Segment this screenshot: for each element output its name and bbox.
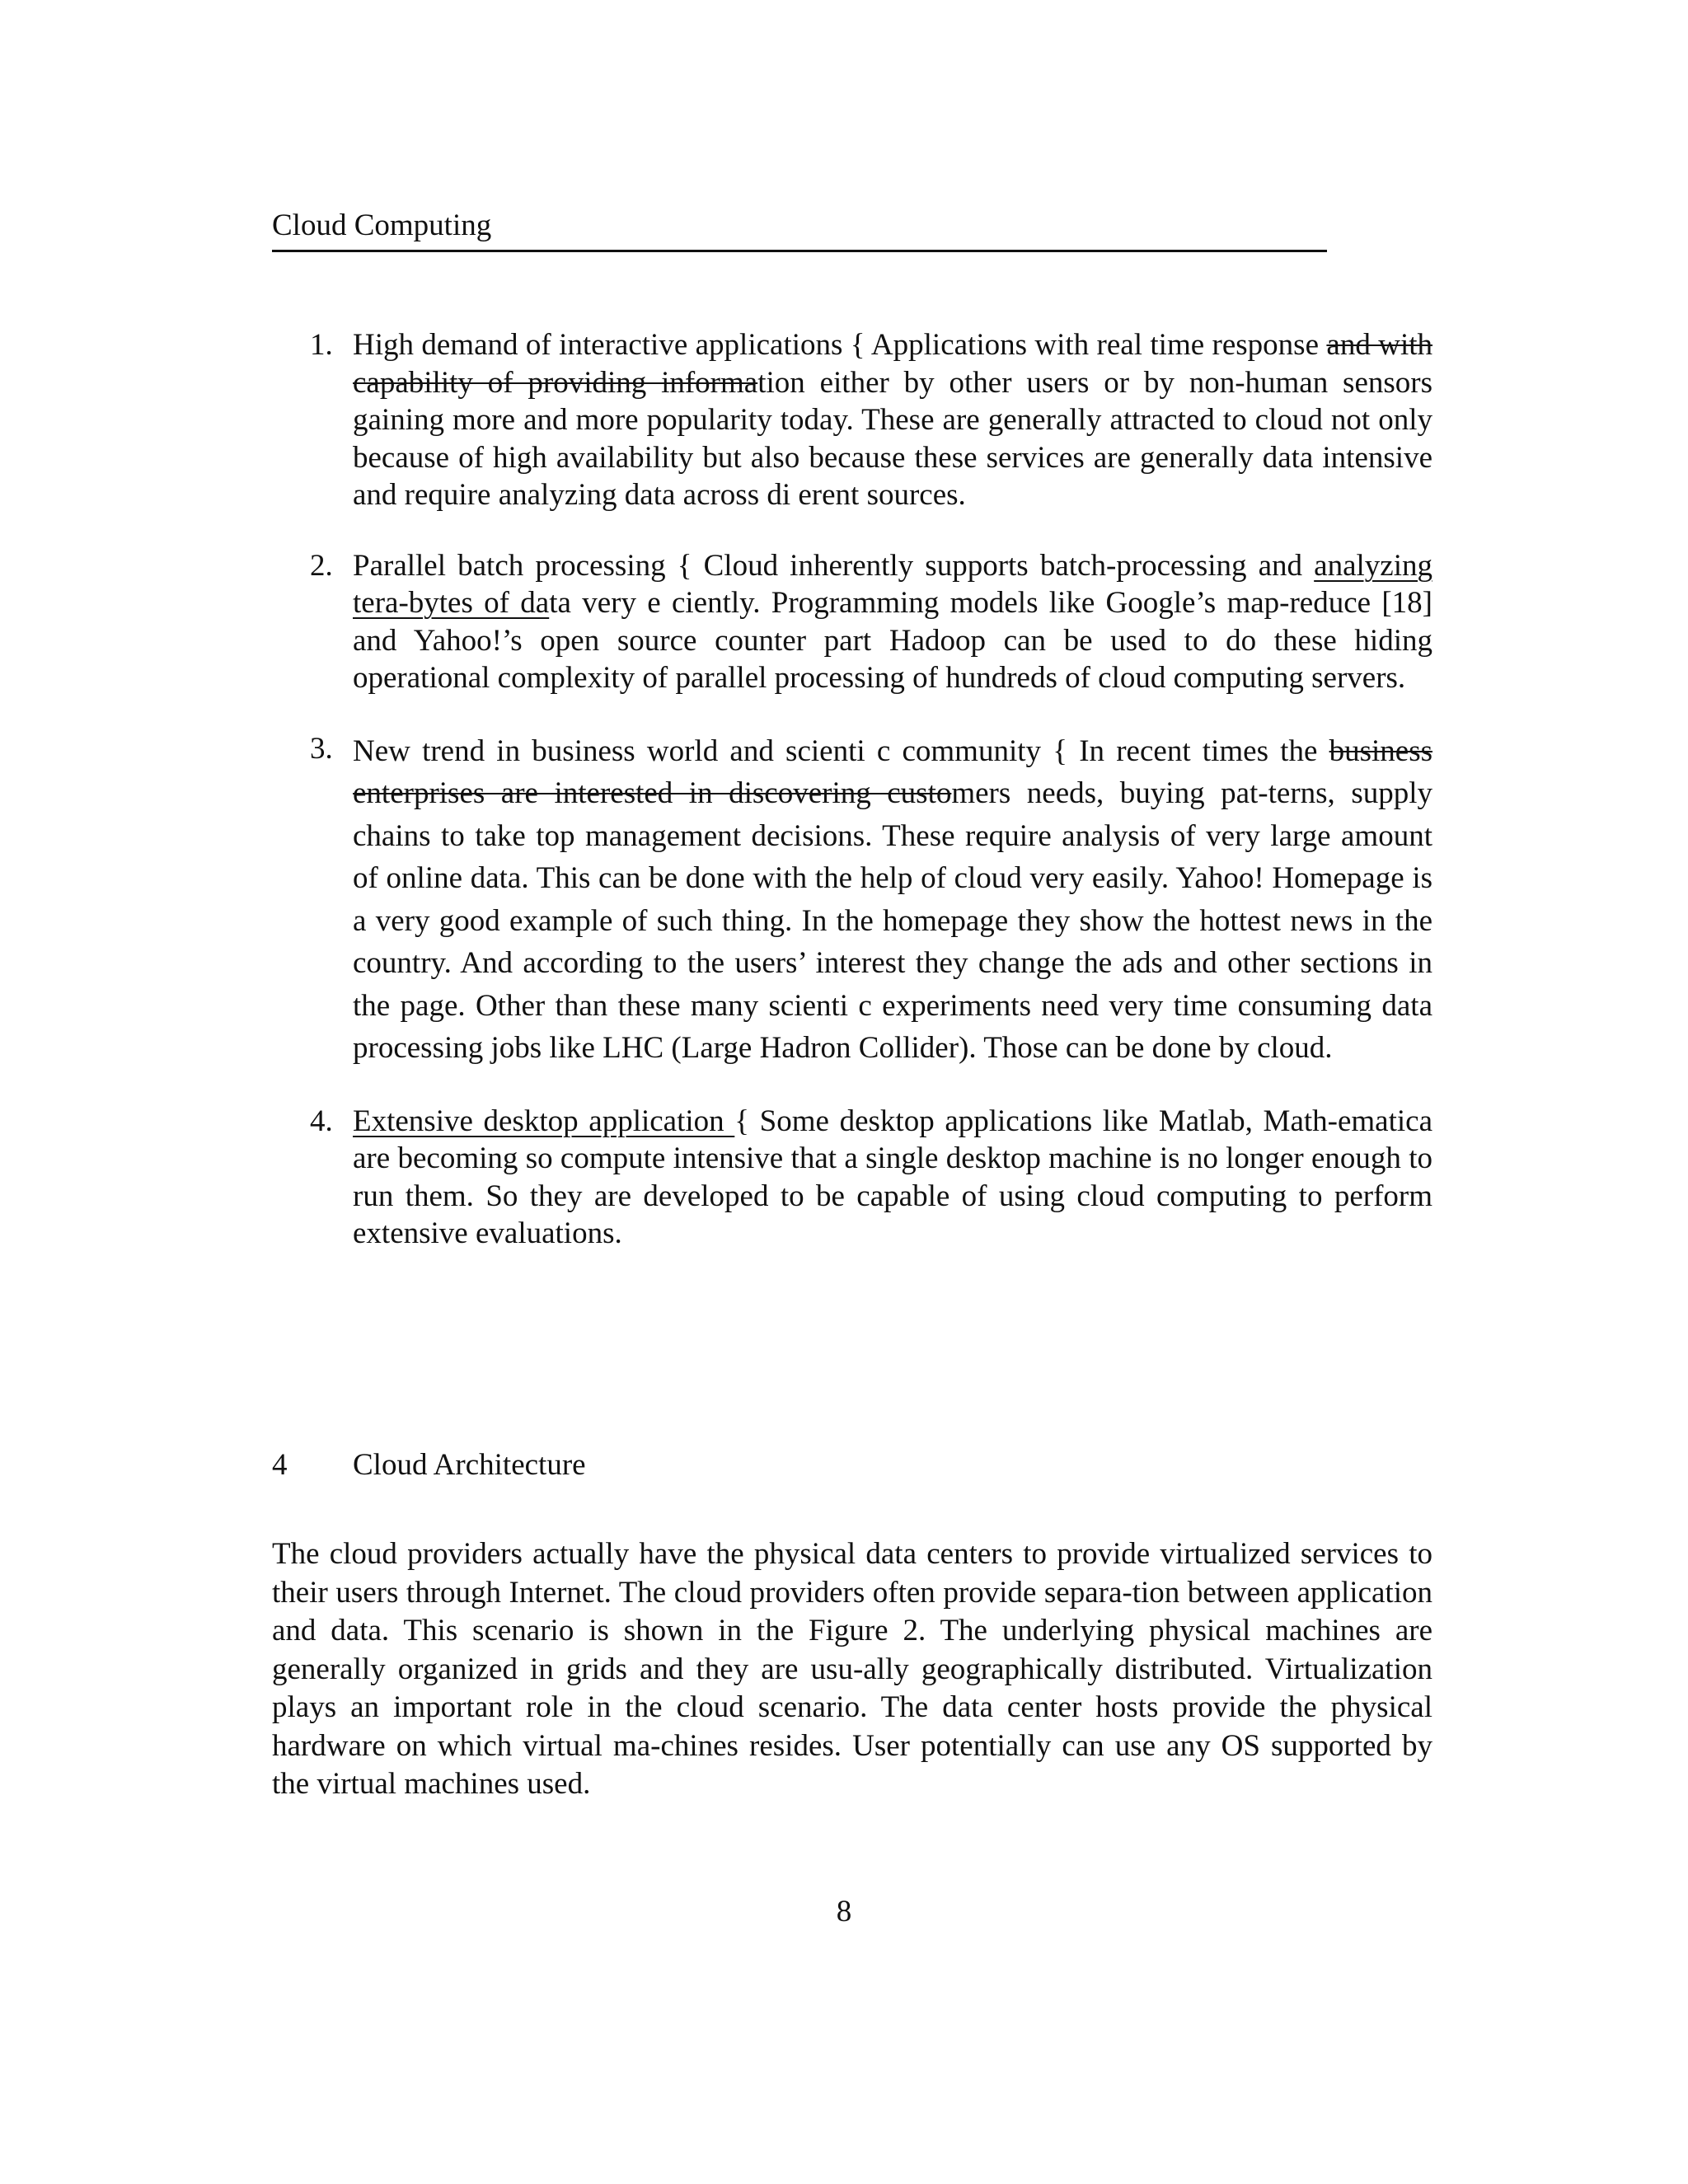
list-item-number: 1.: [310, 328, 333, 362]
list-item-body: [353, 1103, 1432, 1253]
body-paragraph: [272, 1535, 1432, 1804]
list-item: [272, 730, 1432, 1070]
list-item-text: High demand of interactive applications { Applications with real time response: [353, 328, 1327, 362]
numbered-list: [272, 326, 1432, 1286]
list-item-text: ta very e ciently. Programming models like Google’s map-reduce [18] and Yahoo!’s open source counter part Hadoop can be used to do these hiding operational complexity of parallel processing of hundreds of cloud computing servers.: [353, 586, 1432, 695]
list-item-text: tion either by other users or by non-human sensors gaining more and more popularity today. These are generally attracted to cloud not only because of high availability but also because these services are generally data intensive and require analyzing data across di erent sources.: [353, 365, 1433, 512]
paragraph-text: The cloud providers actually have the physical data centers to provide virtualized services to their users through Internet. The cloud providers often provide separa-tion between application and data. This scenario is shown in the Figure 2. The underlying physical machines are generally organized in grids and they are usu-ally geographically distributed. Virtualization plays an important role in the cloud scenario. The data center hosts provide the physical hardware on which virtual ma-chines resides. User potentially can use any OS supported by the virtual machines used.: [272, 1537, 1432, 1801]
section-number: 4: [272, 1448, 288, 1482]
list-item-text: Parallel batch processing { Cloud inherently supports batch-processing and: [353, 548, 1315, 583]
struck-text: business enterprises are interested in discovering custo: [353, 733, 1432, 810]
list-item-number: 2.: [310, 548, 333, 583]
list-item-body: [353, 326, 1432, 514]
list-item-text: New trend in business world and scienti c community { In recent times the: [353, 733, 1329, 768]
list-item: [272, 1103, 1432, 1253]
list-item-number: 3.: [310, 731, 333, 766]
section-title: Cloud Architecture: [353, 1448, 586, 1482]
list-item-number: 4.: [310, 1104, 333, 1138]
underlined-text: Extensive desktop application: [353, 1104, 735, 1138]
page-number: 8: [836, 1895, 852, 1929]
list-item-body: [353, 730, 1432, 1070]
underlined-text: analyzing tera-bytes of da: [353, 548, 1432, 620]
header-rule: [272, 250, 1327, 252]
running-head: Cloud Computing: [272, 209, 492, 242]
list-item: [272, 326, 1432, 514]
list-item-body: [353, 547, 1432, 697]
section-heading: [272, 1447, 586, 1483]
list-item: [272, 547, 1432, 697]
list-item-text: { Some desktop applications like Matlab, Math-ematica are becoming so compute intensive that a single desktop machine is no longer enough to run them. So they are developed to be capable of using cloud computing to perform extensive evaluations.: [353, 1104, 1432, 1250]
list-item-text: mers needs, buying pat-terns, supply chains to take top management decisions. These require analysis of very large amount of online data. This can be done with the help of cloud very easily. Yahoo! Homepage is a very good example of such thing. In the homepage they show the hottest news in the country. And according to the users’ interest they change the ads and other sections in the page. Other than these many scienti c experiments need very time consuming data processing jobs like LHC (Large Hadron Collider). Those can be done by cloud.: [353, 776, 1432, 1065]
struck-text: and with capability of providing informa: [353, 328, 1432, 400]
